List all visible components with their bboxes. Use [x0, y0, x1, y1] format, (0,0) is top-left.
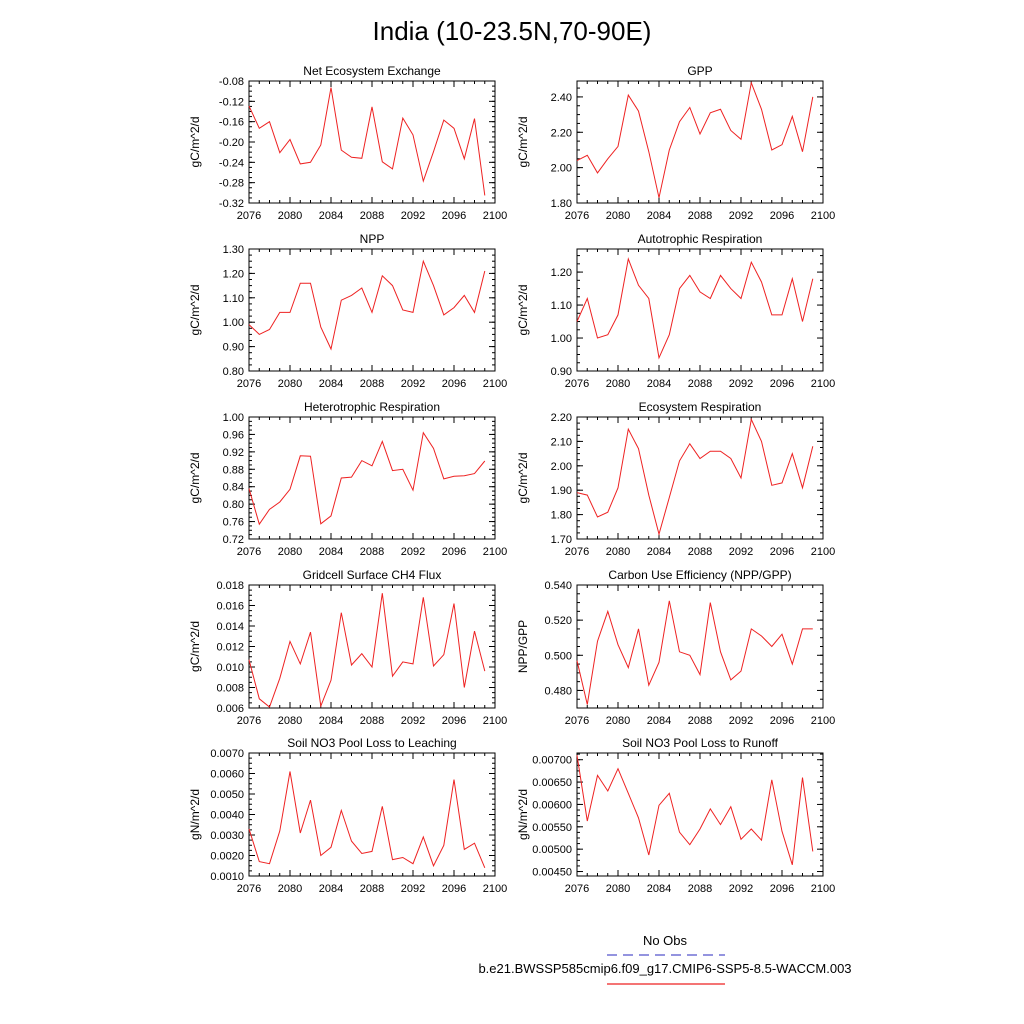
x-tick-label: 2092: [728, 378, 754, 390]
panel-carbon-use-efficiency-npp-gpp: [516, 568, 835, 727]
y-tick-label: -0.20: [218, 137, 244, 149]
y-tick-label: 1.10: [550, 300, 572, 313]
y-tick-label: 0.90: [550, 366, 572, 378]
y-tick-label: 0.520: [544, 615, 572, 628]
panel-heterotrophic-respiration: [188, 400, 507, 558]
x-tick-label: 2088: [687, 210, 713, 222]
panel-autotrophic-respiration: [516, 232, 835, 390]
x-tick-label: 2088: [359, 715, 385, 727]
y-tick-label: 2.20: [550, 127, 572, 140]
x-tick-label: 2092: [400, 546, 426, 558]
y-tick-label: 1.00: [222, 317, 244, 330]
y-tick-label: 1.80: [550, 198, 572, 210]
page-title: India (10-23.5N,70-90E): [372, 16, 652, 46]
y-tick-label: 0.88: [222, 464, 244, 477]
series-line-soil-no3-pool-loss-to-runoff: [577, 755, 813, 865]
x-tick-label: 2100: [482, 883, 508, 895]
x-tick-label: 2080: [277, 715, 303, 727]
y-tick-label: 0.016: [216, 600, 244, 613]
y-tick-label: 1.30: [222, 244, 244, 256]
x-tick-label: 2092: [400, 883, 426, 895]
y-tick-label: 0.80: [222, 366, 244, 378]
y-tick-label: 0.80: [222, 499, 244, 512]
x-tick-label: 2088: [359, 378, 385, 390]
x-tick-label: 2080: [277, 210, 303, 222]
y-tick-label: 0.0030: [210, 830, 244, 842]
y-tick-label: 0.008: [216, 682, 244, 695]
panel-title: NPP: [359, 232, 385, 246]
y-tick-label: 0.0010: [210, 871, 244, 883]
y-tick-label: 0.010: [216, 662, 244, 674]
x-tick-label: 2080: [277, 883, 303, 895]
legend: [478, 933, 851, 984]
y-axis-label: gC/m^2/d: [188, 116, 202, 168]
y-tick-label: 0.0060: [210, 768, 244, 781]
series-line-ecosystem-respiration: [577, 419, 813, 534]
x-tick-label: 2092: [728, 210, 754, 222]
series-line-heterotrophic-respiration: [249, 433, 485, 525]
x-tick-label: 2084: [646, 210, 672, 222]
y-tick-label: 2.40: [550, 91, 572, 104]
panel-title: Soil NO3 Pool Loss to Runoff: [622, 736, 778, 750]
y-tick-label: 2.00: [550, 460, 572, 473]
panel-title: Heterotrophic Respiration: [303, 400, 441, 414]
x-tick-label: 2084: [318, 210, 344, 222]
series-line-gpp: [577, 83, 813, 198]
y-tick-label: 1.00: [222, 412, 244, 424]
panel-gpp: [516, 64, 835, 222]
y-axis-label: gC/m^2/d: [188, 284, 202, 336]
series-line-npp: [249, 261, 485, 349]
y-tick-label: 0.006: [216, 703, 244, 715]
y-tick-label: -0.12: [218, 96, 244, 109]
y-tick-label: 0.0070: [210, 748, 244, 760]
x-tick-label: 2092: [400, 715, 426, 727]
y-tick-label: -0.28: [218, 177, 244, 190]
x-tick-label: 2096: [441, 546, 467, 558]
x-tick-label: 2080: [605, 378, 631, 390]
x-tick-label: 2076: [564, 378, 590, 390]
x-tick-label: 2080: [605, 210, 631, 222]
y-tick-label: 1.80: [550, 509, 572, 522]
x-tick-label: 2088: [359, 546, 385, 558]
plot-frame: [577, 249, 823, 371]
x-tick-label: 2084: [646, 883, 672, 895]
panel-title: Ecosystem Respiration: [638, 400, 762, 414]
y-tick-label: 1.20: [550, 267, 572, 280]
x-tick-label: 2096: [769, 546, 795, 558]
x-tick-label: 2088: [687, 715, 713, 727]
y-tick-label: 0.0040: [210, 809, 244, 822]
plot-frame: [249, 417, 495, 539]
y-axis-label: gN/m^2/d: [188, 789, 202, 840]
panel-title: Net Ecosystem Exchange: [303, 64, 441, 78]
panel-title: Soil NO3 Pool Loss to Leaching: [287, 736, 457, 750]
x-tick-label: 2076: [236, 883, 262, 895]
series-line-carbon-use-efficiency-npp-gpp: [577, 601, 813, 705]
x-tick-label: 2100: [482, 546, 508, 558]
x-tick-label: 2100: [810, 210, 836, 222]
y-tick-label: 1.10: [222, 292, 244, 305]
x-tick-label: 2092: [400, 210, 426, 222]
y-tick-label: 0.00700: [532, 754, 572, 767]
x-tick-label: 2080: [605, 546, 631, 558]
y-tick-label: 1.20: [222, 268, 244, 281]
y-tick-label: 0.500: [544, 650, 572, 663]
panel-net-ecosystem-exchange: [188, 64, 507, 222]
x-tick-label: 2092: [400, 378, 426, 390]
panel-ecosystem-respiration: [516, 400, 835, 558]
plot-frame: [249, 753, 495, 876]
x-tick-label: 2096: [769, 715, 795, 727]
x-tick-label: 2080: [605, 715, 631, 727]
x-tick-label: 2084: [646, 715, 672, 727]
panel-title: Autotrophic Respiration: [637, 232, 763, 246]
x-tick-label: 2100: [810, 378, 836, 390]
x-tick-label: 2092: [728, 883, 754, 895]
x-tick-label: 2076: [564, 210, 590, 222]
y-axis-label: NPP/GPP: [516, 619, 530, 674]
y-tick-label: 0.540: [544, 580, 572, 592]
panel-soil-no3-pool-loss-to-leaching: [188, 736, 507, 895]
y-tick-label: 1.00: [550, 333, 572, 346]
x-tick-label: 2084: [646, 378, 672, 390]
y-tick-label: 2.10: [550, 436, 572, 449]
y-axis-label: gC/m^2/d: [188, 452, 202, 504]
panel-soil-no3-pool-loss-to-runoff: [516, 736, 835, 895]
y-tick-label: 0.0020: [210, 850, 244, 863]
y-tick-label: 0.84: [222, 481, 244, 494]
series-line-autotrophic-respiration: [577, 259, 813, 358]
x-tick-label: 2088: [687, 883, 713, 895]
y-tick-label: 0.00600: [532, 799, 572, 812]
x-tick-label: 2096: [441, 715, 467, 727]
x-tick-label: 2080: [277, 546, 303, 558]
x-tick-label: 2088: [359, 210, 385, 222]
x-tick-label: 2076: [236, 546, 262, 558]
y-axis-label: gC/m^2/d: [516, 452, 530, 504]
x-tick-label: 2100: [482, 378, 508, 390]
x-tick-label: 2076: [564, 715, 590, 727]
y-tick-label: -0.16: [218, 116, 244, 129]
legend-label-model-run: b.e21.BWSSP585cmip6.f09_g17.CMIP6-SSP5-8.5-WACCM.003: [478, 961, 852, 976]
plot-frame: [577, 753, 823, 876]
y-tick-label: 0.014: [216, 621, 244, 633]
x-tick-label: 2100: [810, 546, 836, 558]
x-tick-label: 2088: [359, 883, 385, 895]
y-tick-label: 0.00450: [532, 866, 572, 879]
series-line-net-ecosystem-exchange: [249, 88, 485, 196]
x-tick-label: 2084: [646, 546, 672, 558]
y-tick-label: 0.96: [222, 429, 244, 442]
x-tick-label: 2076: [236, 210, 262, 222]
y-tick-label: -0.32: [218, 198, 244, 210]
y-tick-label: 0.92: [222, 446, 244, 459]
x-tick-label: 2096: [441, 883, 467, 895]
y-tick-label: 0.76: [222, 516, 244, 529]
x-tick-label: 2088: [687, 378, 713, 390]
panel-title: GPP: [687, 64, 713, 78]
x-tick-label: 2088: [687, 546, 713, 558]
x-tick-label: 2084: [318, 378, 344, 390]
x-tick-label: 2080: [605, 883, 631, 895]
y-axis-label: gC/m^2/d: [516, 116, 530, 168]
x-tick-label: 2080: [277, 378, 303, 390]
panel-title: Carbon Use Efficiency (NPP/GPP): [608, 568, 792, 582]
y-tick-label: 2.00: [550, 162, 572, 175]
x-tick-label: 2100: [482, 210, 508, 222]
x-tick-label: 2092: [728, 715, 754, 727]
panel-title: Gridcell Surface CH4 Flux: [302, 568, 442, 582]
plot-frame: [577, 417, 823, 539]
y-tick-label: 2.20: [550, 412, 572, 424]
x-tick-label: 2076: [564, 546, 590, 558]
series-line-gridcell-surface-ch4-flux: [249, 593, 485, 707]
x-tick-label: 2076: [564, 883, 590, 895]
y-tick-label: 0.012: [216, 641, 244, 654]
plot-frame: [249, 249, 495, 371]
x-tick-label: 2100: [810, 883, 836, 895]
x-tick-label: 2096: [441, 210, 467, 222]
panels: [188, 64, 835, 895]
y-axis-label: gN/m^2/d: [516, 789, 530, 840]
y-tick-label: 0.018: [216, 580, 244, 592]
x-tick-label: 2084: [318, 715, 344, 727]
x-tick-label: 2076: [236, 715, 262, 727]
y-tick-label: 1.70: [550, 534, 572, 546]
x-tick-label: 2096: [769, 378, 795, 390]
x-tick-label: 2096: [441, 378, 467, 390]
plot-frame: [249, 585, 495, 708]
y-tick-label: 0.0050: [210, 789, 244, 801]
x-tick-label: 2096: [769, 883, 795, 895]
y-axis-label: gC/m^2/d: [516, 284, 530, 336]
y-tick-label: 0.90: [222, 341, 244, 354]
legend-label-no-obs: No Obs: [642, 933, 688, 948]
y-tick-label: 0.480: [544, 685, 572, 698]
x-tick-label: 2100: [482, 715, 508, 727]
y-tick-label: -0.08: [218, 76, 244, 88]
x-tick-label: 2084: [318, 883, 344, 895]
y-tick-label: 0.00550: [532, 821, 572, 834]
y-tick-label: -0.24: [218, 157, 244, 170]
y-tick-label: 0.00500: [532, 844, 572, 857]
panel-gridcell-surface-ch4-flux: [188, 568, 507, 727]
series-line-soil-no3-pool-loss-to-leaching: [249, 772, 485, 868]
x-tick-label: 2092: [728, 546, 754, 558]
y-tick-label: 1.90: [550, 485, 572, 498]
plot-frame: [577, 81, 823, 203]
panel-npp: [188, 232, 507, 390]
x-tick-label: 2084: [318, 546, 344, 558]
x-tick-label: 2100: [810, 715, 836, 727]
y-axis-label: gC/m^2/d: [188, 621, 202, 672]
y-tick-label: 0.00650: [532, 777, 572, 790]
x-tick-label: 2096: [769, 210, 795, 222]
y-tick-label: 0.72: [222, 534, 244, 546]
x-tick-label: 2076: [236, 378, 262, 390]
